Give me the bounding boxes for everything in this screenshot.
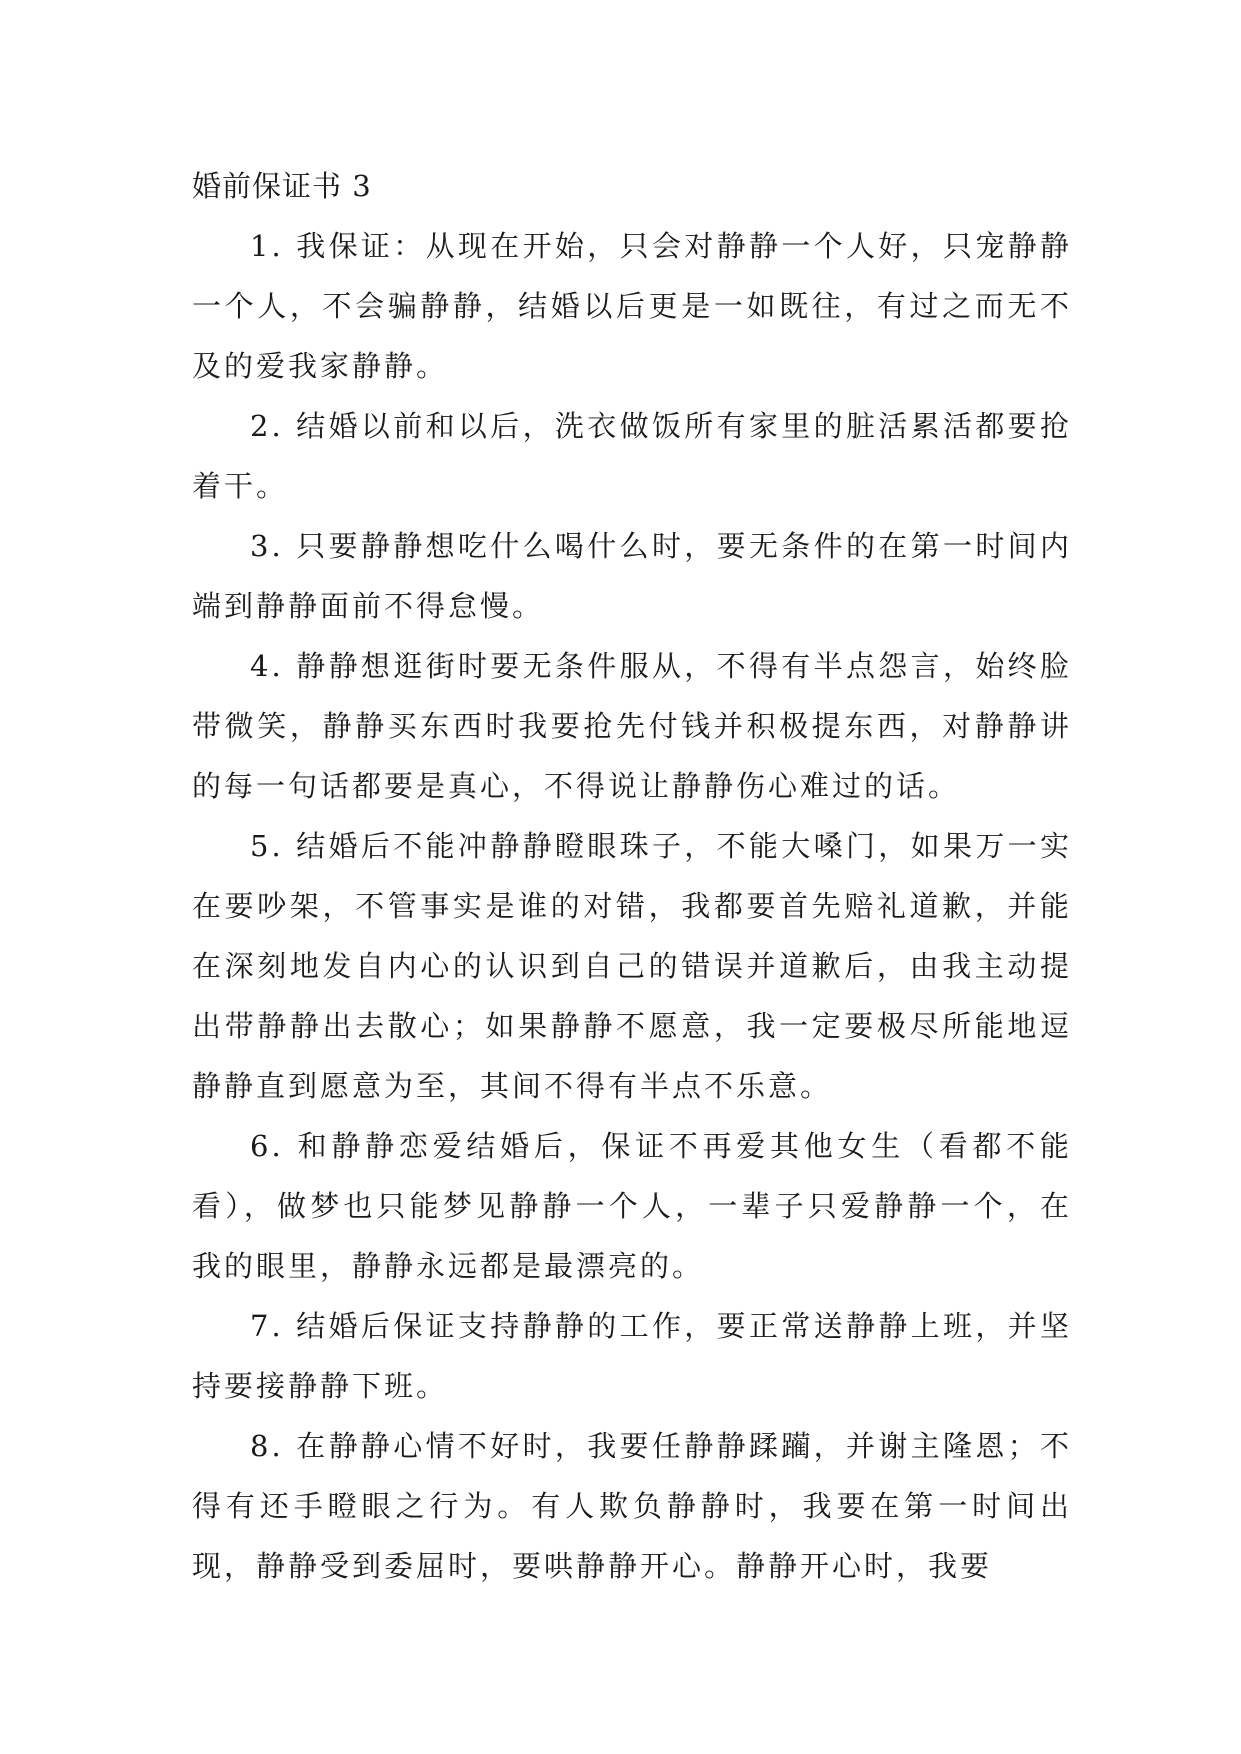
clause-3: 3. 只要静静想吃什么喝什么时，要无条件的在第一时间内端到静静面前不得怠慢。 bbox=[192, 529, 1072, 623]
clause-7: 7. 结婚后保证支持静静的工作，要正常送静静上班，并坚持要接静静下班。 bbox=[192, 1309, 1072, 1403]
document-title: 婚前保证书 3 bbox=[192, 169, 372, 203]
clause-4: 4. 静静想逛街时要无条件服从，不得有半点怨言，始终脸带微笑，静静买东西时我要抢先付钱并积极提东西，对静静讲的每一句话都要是真心，不得说让静静伤心难过的话。 bbox=[192, 649, 1072, 803]
clause-2: 2. 结婚以前和以后，洗衣做饭所有家里的脏活累活都要抢着干。 bbox=[192, 409, 1072, 503]
document-body bbox=[192, 156, 1072, 1596]
clause-1: 1. 我保证：从现在开始，只会对静静一个人好，只宠静静一个人，不会骗静静，结婚以后更是一如既往，有过之而无不及的爱我家静静。 bbox=[192, 229, 1072, 383]
clause-8: 8. 在静静心情不好时，我要任静静蹂躏，并谢主隆恩；不得有还手瞪眼之行为。有人欺负静静时，我要在第一时间出现，静静受到委屈时，要哄静静开心。静静开心时，我要 bbox=[192, 1429, 1072, 1583]
clause-6: 6. 和静静恋爱结婚后，保证不再爱其他女生（看都不能看），做梦也只能梦见静静一个人，一辈子只爱静静一个，在我的眼里，静静永远都是最漂亮的。 bbox=[192, 1129, 1072, 1283]
clause-5: 5. 结婚后不能冲静静瞪眼珠子，不能大嗓门，如果万一实在要吵架，不管事实是谁的对错，我都要首先赔礼道歉，并能在深刻地发自内心的认识到自己的错误并道歉后，由我主动提出带静静出去散心；如果静静不愿意，我一定要极尽所能地逗静静直到愿意为至，其间不得有半点不乐意。 bbox=[192, 829, 1072, 1103]
